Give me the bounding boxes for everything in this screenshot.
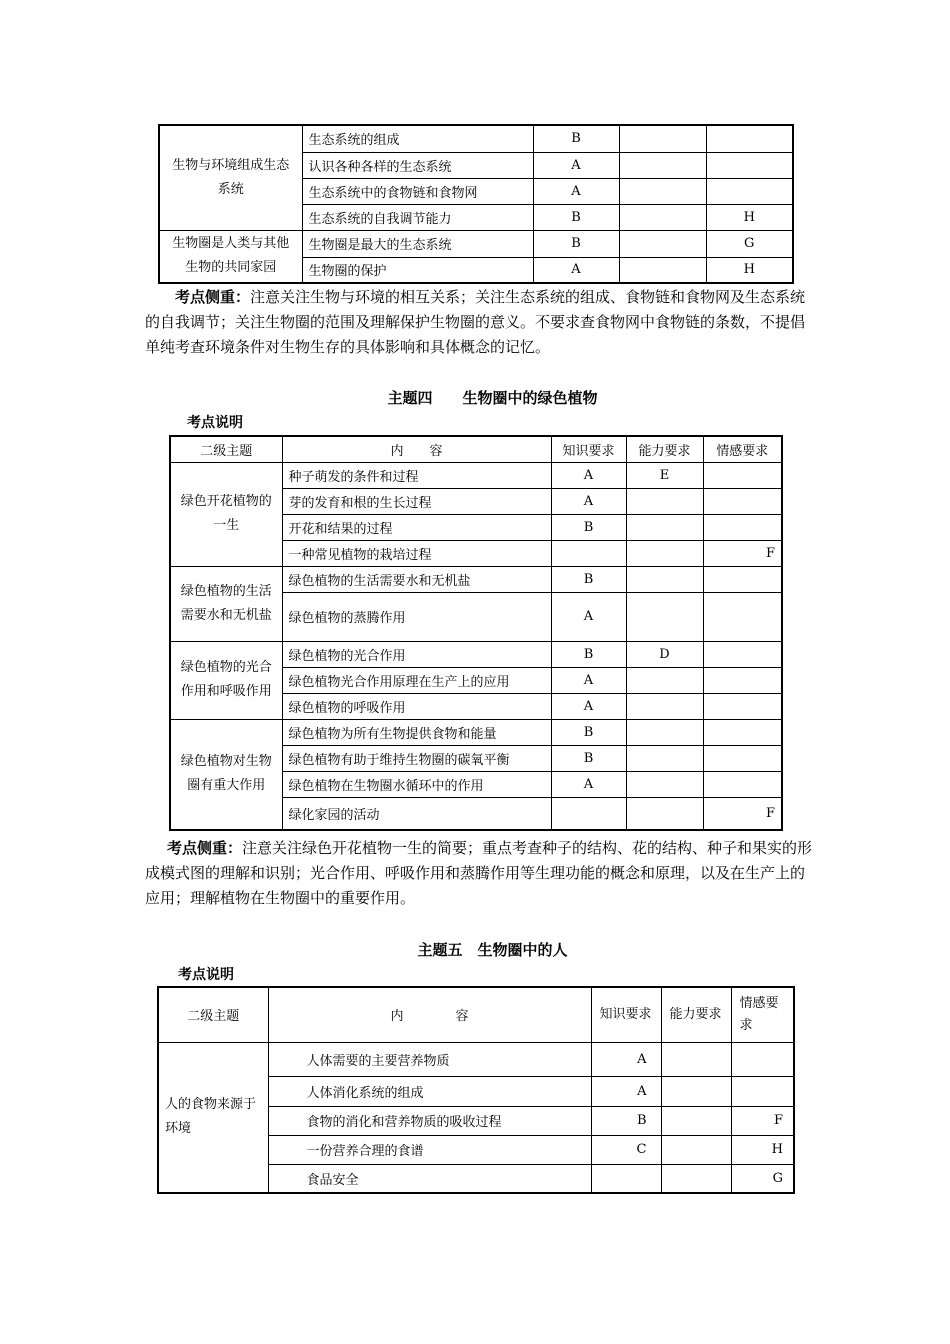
emotion-cell <box>703 592 782 641</box>
ability-cell <box>661 1076 731 1106</box>
knowledge-cell: B <box>533 204 619 230</box>
emotion-cell <box>703 566 782 592</box>
knowledge-cell: A <box>551 693 626 719</box>
ability-cell <box>626 667 703 693</box>
emotion-cell <box>706 152 793 178</box>
header-ability: 能力要求 <box>626 436 703 462</box>
content-cell: 绿化家园的活动 <box>282 797 551 830</box>
topic4-title: 主题四 生物圈中的绿色植物 <box>387 389 598 407</box>
ability-cell <box>661 1164 731 1193</box>
ability-cell <box>619 257 706 283</box>
knowledge-cell: A <box>533 152 619 178</box>
ability-cell <box>619 230 706 257</box>
emotion-cell <box>703 641 782 667</box>
content-cell: 开花和结果的过程 <box>282 514 551 540</box>
content-cell: 食物的消化和营养物质的吸收过程 <box>268 1106 591 1135</box>
knowledge-cell: C <box>591 1135 661 1164</box>
knowledge-cell: A <box>591 1076 661 1106</box>
ability-cell <box>626 745 703 771</box>
ecosystem-table <box>158 124 794 284</box>
emotion-cell: F <box>731 1106 794 1135</box>
knowledge-cell: B <box>551 566 626 592</box>
category-cell: 绿色植物对生物圈有重大作用 <box>170 719 282 830</box>
content-cell: 食品安全 <box>268 1164 591 1193</box>
ability-cell <box>661 1106 731 1135</box>
emotion-cell: G <box>706 230 793 257</box>
ability-cell <box>626 719 703 745</box>
content-cell: 生态系统中的食物链和食物网 <box>302 178 533 204</box>
content-cell: 人体需要的主要营养物质 <box>268 1042 591 1076</box>
ability-cell <box>619 204 706 230</box>
ability-cell <box>626 566 703 592</box>
emotion-cell <box>731 1076 794 1106</box>
ability-cell: D <box>626 641 703 667</box>
emotion-cell <box>703 488 782 514</box>
knowledge-cell: B <box>551 514 626 540</box>
knowledge-cell <box>591 1164 661 1193</box>
ability-cell <box>626 771 703 797</box>
header-content: 内 容 <box>268 987 591 1042</box>
knowledge-cell: B <box>533 230 619 257</box>
emotion-cell: G <box>731 1164 794 1193</box>
header-theme: 二级主题 <box>158 987 268 1042</box>
knowledge-cell: A <box>591 1042 661 1076</box>
ability-cell: E <box>626 462 703 488</box>
knowledge-cell: A <box>551 488 626 514</box>
category-cell: 绿色植物的光合作用和呼吸作用 <box>170 641 282 719</box>
header-content: 内 容 <box>282 436 551 462</box>
content-cell: 人体消化系统的组成 <box>268 1076 591 1106</box>
emotion-cell <box>703 745 782 771</box>
ability-cell <box>626 540 703 566</box>
content-cell: 生物圈是最大的生态系统 <box>302 230 533 257</box>
ability-cell <box>626 592 703 641</box>
category-cell: 绿色开花植物的一生 <box>170 462 282 566</box>
knowledge-cell <box>551 540 626 566</box>
header-knowledge: 知识要求 <box>591 987 661 1042</box>
ability-cell <box>619 125 706 152</box>
content-cell: 绿色植物的光合作用 <box>282 641 551 667</box>
ability-cell <box>619 178 706 204</box>
knowledge-cell <box>551 797 626 830</box>
knowledge-cell: A <box>551 667 626 693</box>
content-cell: 绿色植物为所有生物提供食物和能量 <box>282 719 551 745</box>
content-cell: 一种常见植物的栽培过程 <box>282 540 551 566</box>
knowledge-cell: A <box>533 257 619 283</box>
knowledge-cell: B <box>533 125 619 152</box>
ability-cell <box>626 797 703 830</box>
content-cell: 一份营养合理的食谱 <box>268 1135 591 1164</box>
emotion-cell: F <box>703 797 782 830</box>
knowledge-cell: A <box>551 462 626 488</box>
ability-cell <box>626 488 703 514</box>
ability-cell <box>626 693 703 719</box>
green-plant-table <box>169 435 783 831</box>
knowledge-cell: B <box>551 745 626 771</box>
content-cell: 芽的发育和根的生长过程 <box>282 488 551 514</box>
category-cell: 生物与环境组成生态系统 <box>159 125 302 230</box>
category-cell: 人的食物来源于环境 <box>158 1042 268 1193</box>
header-emotion: 情感要求 <box>731 987 794 1042</box>
emotion-cell: H <box>706 257 793 283</box>
emotion-cell: F <box>703 540 782 566</box>
emotion-cell <box>703 462 782 488</box>
content-cell: 绿色植物的呼吸作用 <box>282 693 551 719</box>
category-cell: 生物圈是人类与其他生物的共同家园 <box>159 230 302 283</box>
content-cell: 绿色植物光合作用原理在生产上的应用 <box>282 667 551 693</box>
ability-cell <box>619 152 706 178</box>
header-knowledge: 知识要求 <box>551 436 626 462</box>
emotion-cell: H <box>706 204 793 230</box>
content-cell: 生态系统的自我调节能力 <box>302 204 533 230</box>
focus-paragraph-2 <box>145 836 815 911</box>
emotion-cell <box>706 125 793 152</box>
ability-cell <box>661 1135 731 1164</box>
knowledge-cell: A <box>551 771 626 797</box>
emotion-cell <box>703 693 782 719</box>
content-cell: 绿色植物的生活需要水和无机盐 <box>282 566 551 592</box>
header-emotion: 情感要求 <box>703 436 782 462</box>
emotion-cell <box>703 514 782 540</box>
focus-label: 考点侧重： <box>167 839 243 857</box>
emotion-cell <box>706 178 793 204</box>
focus-text: 注意关注生物与环境的相互关系；关注生态系统的组成、食物链和食物网及生态系统的自我调节；关注生物圈的范围及理解保护生物圈的意义。不要求查食物网中食物链的条数，不提倡单纯考查环境条件对生物生存的具体影响和具体概念的记忆。 <box>145 288 806 356</box>
content-cell: 认识各种各样的生态系统 <box>302 152 533 178</box>
focus-paragraph-1 <box>145 285 810 360</box>
human-table <box>157 986 795 1194</box>
focus-text: 注意关注绿色开花植物一生的简要；重点考查种子的结构、花的结构、种子和果实的形成模式图的理解和识别；光合作用、呼吸作用和蒸腾作用等生理功能的概念和原理，以及在生产上的应用；理解植物在生物圈中的重要作用。 <box>145 839 813 907</box>
header-theme: 二级主题 <box>170 436 282 462</box>
content-cell: 绿色植物在生物圈水循环中的作用 <box>282 771 551 797</box>
topic5-subtitle: 考点说明 <box>178 967 234 983</box>
topic5-title: 主题五 生物圈中的人 <box>417 941 568 959</box>
knowledge-cell: B <box>591 1106 661 1135</box>
topic4-subtitle: 考点说明 <box>187 415 243 431</box>
ability-cell <box>661 1042 731 1076</box>
content-cell: 绿色植物有助于维持生物圈的碳氧平衡 <box>282 745 551 771</box>
ability-cell <box>626 514 703 540</box>
content-cell: 生态系统的组成 <box>302 125 533 152</box>
content-cell: 种子萌发的条件和过程 <box>282 462 551 488</box>
emotion-cell <box>731 1042 794 1076</box>
knowledge-cell: A <box>551 592 626 641</box>
content-cell: 生物圈的保护 <box>302 257 533 283</box>
emotion-cell <box>703 667 782 693</box>
knowledge-cell: B <box>551 641 626 667</box>
knowledge-cell: A <box>533 178 619 204</box>
focus-label: 考点侧重： <box>175 288 251 306</box>
category-cell: 绿色植物的生活需要水和无机盐 <box>170 566 282 641</box>
emotion-cell <box>703 771 782 797</box>
header-ability: 能力要求 <box>661 987 731 1042</box>
emotion-cell: H <box>731 1135 794 1164</box>
emotion-cell <box>703 719 782 745</box>
content-cell: 绿色植物的蒸腾作用 <box>282 592 551 641</box>
knowledge-cell: B <box>551 719 626 745</box>
